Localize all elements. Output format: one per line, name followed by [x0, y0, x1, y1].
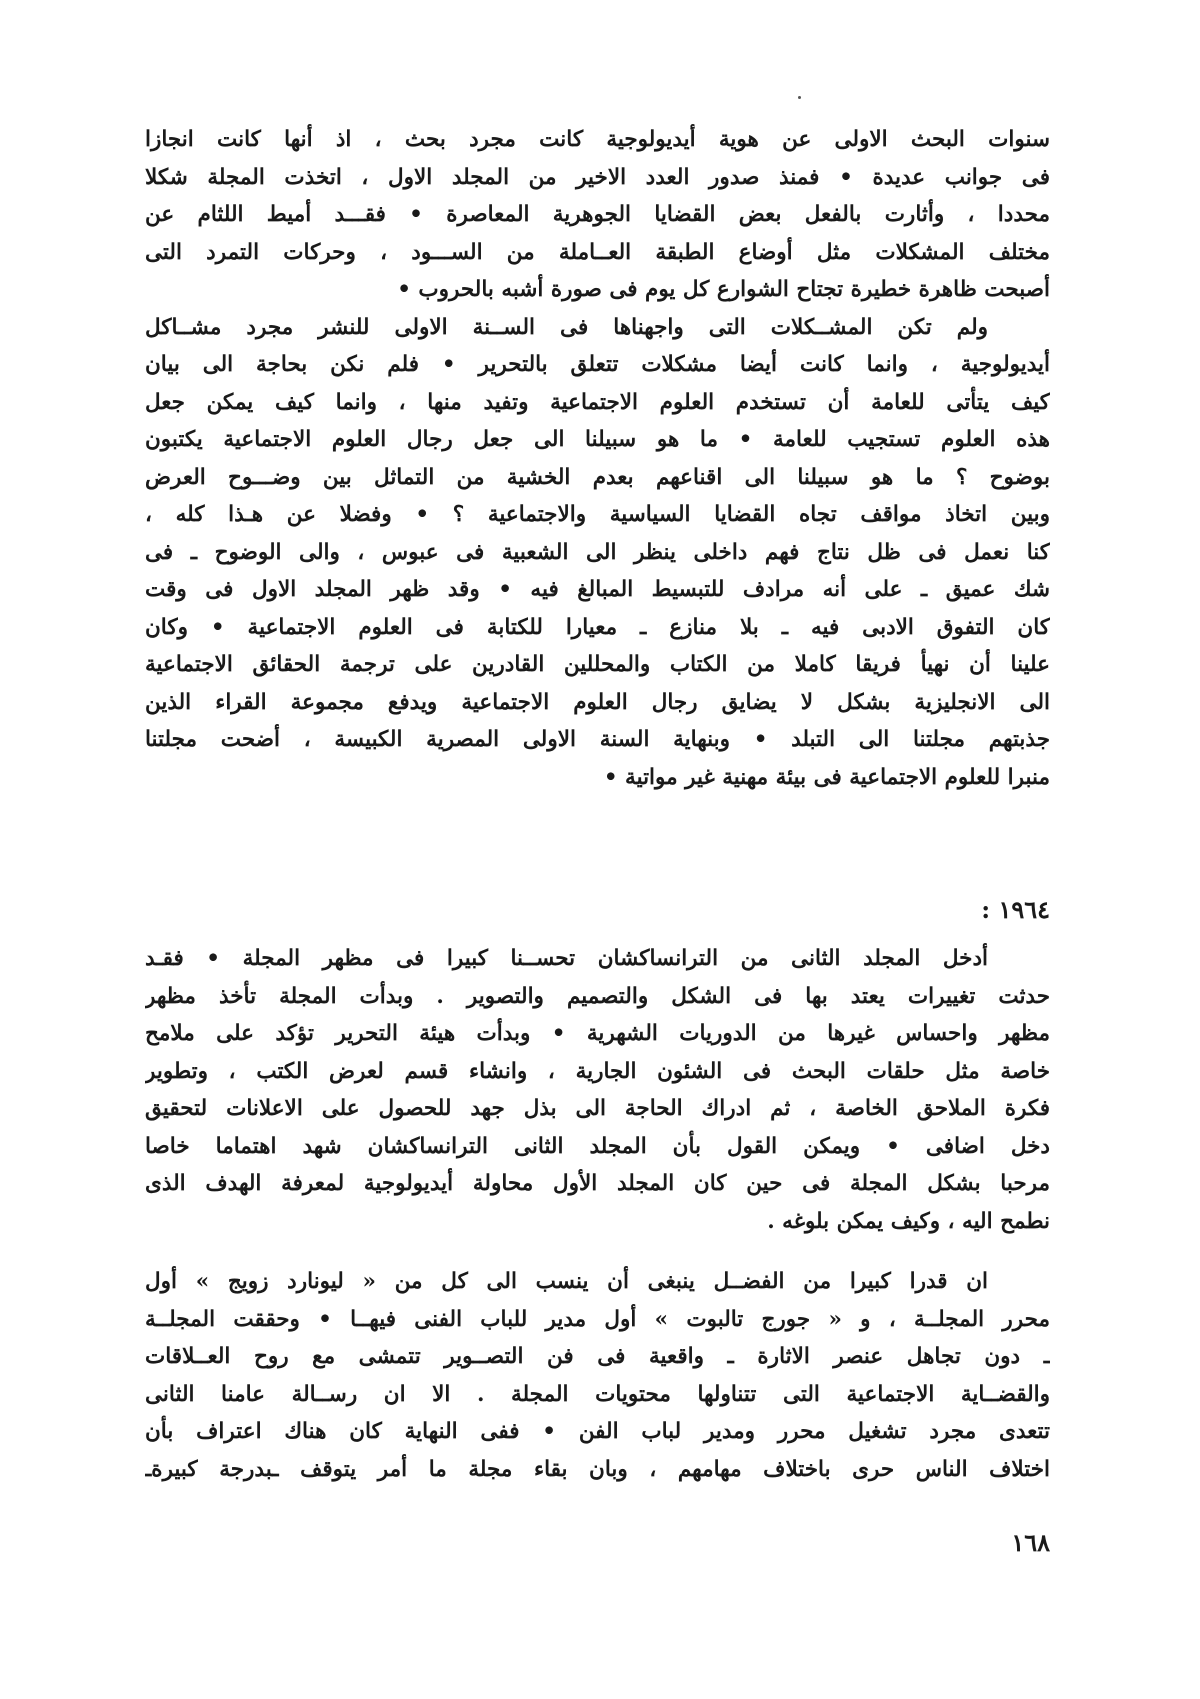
- text-line: أيديولوجية ، وانما كانت أيضا مشكلات تتعلق بالتحرير • فلم نكن بحاجة الى بيان: [145, 352, 1050, 377]
- text-line: مرحبا بشكل المجلة فى حين كان المجلد الأول محاولة أيديولوجية لمعرفة الهدف الذى: [145, 1171, 1050, 1196]
- text-line: هذه العلوم تستجيب للعامة • ما هو سبيلنا الى جعل رجال العلوم الاجتماعية يكتبون: [145, 427, 1050, 452]
- text-line: الى الانجليزية بشكل لا يضايق رجال العلوم الاجتماعية ويدفع مجموعة القراء الذين: [145, 689, 1050, 715]
- text-line: محددا ، وأثارت بالفعل بعض القضايا الجوهرية المعاصرة • فقـــد أميط اللثام عن: [145, 202, 1050, 227]
- section-1-text: [145, 121, 1050, 796]
- text-line: والقضــاية الاجتماعية التى تتناولها محتويات المجلة . الا ان رســالة عامنا الثانى: [145, 1381, 1050, 1407]
- section-heading: ١٩٦٤ :: [981, 895, 1050, 924]
- text-line: محرر المجلــة ، و « جورج تالبوت » أول مدير للباب الفنى فيهــا • وحققت المجلــة: [145, 1306, 1050, 1332]
- text-line: منبرا للعلوم الاجتماعية فى بيئة مهنية غير مواتية •: [603, 764, 1050, 790]
- text-line: شك عميق ـ على أنه مرادف للتبسيط المبالغ فيه • وقد ظهر المجلد الاول فى وقت: [145, 577, 1050, 602]
- text-line: جذبتهم مجلتنا الى التبلد • وبنهاية السنة الاولى المصرية الكبيسة ، أضحت مجلتنا: [145, 727, 1050, 752]
- text-line: بوضوح ؟ ما هو سبيلنا الى اقناعهم بعدم الخشية من التماثل بين وضـــوح العرض: [145, 464, 1050, 490]
- text-line: علينا أن نهيأ فريقا كاملا من الكتاب والمحللين القادرين على ترجمة الحقائق الاجتماعية: [145, 652, 1050, 677]
- text-line: ـ دون تجاهل عنصر الاثارة ـ واقعية فى فن التصــوير تتمشى مع روح العــلاقات: [145, 1344, 1050, 1369]
- text-line: كيف يتأتى للعامة أن تستخدم العلوم الاجتماعية وتفيد منها ، وانما كيف يمكن جعل: [145, 389, 1050, 415]
- text-line: أصبحت ظاهرة خطيرة تجتاح الشوارع كل يوم فى صورة أشبه بالحروب •: [397, 277, 1050, 302]
- text-line: فكرة الملاحق الخاصة ، ثم ادراك الحاجة الى بذل جهد للحصول على الاعلانات لتحقيق: [145, 1096, 1050, 1121]
- text-line: دخل اضافى • ويمكن القول بأن المجلد الثانى الترانساكشان شهد اهتماما خاصا: [145, 1133, 1050, 1159]
- text-line: كان التفوق الادبى فيه ـ بلا منازع ـ معيارا للكتابة فى العلوم الاجتماعية • وكان: [145, 614, 1050, 640]
- text-line: ولم تكن المشــكلات التى واجهناها فى الســنة الاولى للنشر مجرد مشــاكل: [145, 314, 988, 340]
- scan-dot: [798, 96, 801, 99]
- text-line: اختلاف الناس حرى باختلاف مهامهم ، وبان بقاء مجلة ما أمر يتوقف ـبدرجة كبيرةـ: [145, 1456, 1050, 1482]
- text-line: حدثت تغييرات يعتد بها فى الشكل والتصميم والتصوير . وبدأت المجلة تأخذ مظهر: [145, 983, 1050, 1009]
- text-line: ان قدرا كبيرا من الفضــل ينبغى أن ينسب الى كل من « ليونارد زويج » أول: [145, 1269, 988, 1294]
- section-2-paragraph-2: [145, 1263, 1050, 1488]
- text-line: نطمح اليه ، وكيف يمكن بلوغه .: [767, 1208, 1050, 1234]
- text-line: خاصة مثل حلقات البحث فى الشئون الجارية ، وانشاء قسم لعرض الكتب ، وتطوير: [145, 1058, 1050, 1084]
- text-line: سنوات البحث الاولى عن هوية أيديولوجية كانت مجرد بحث ، اذ أنها كانت انجازا: [145, 127, 1050, 152]
- text-line: أدخل المجلد الثانى من الترانساكشان تحســنا كبيرا فى مظهر المجلة • فقـد: [145, 946, 988, 971]
- section-2-text: [145, 940, 1050, 1240]
- text-line: تتعدى مجرد تشغيل محرر ومدير لباب الفن • ففى النهاية كان هناك اعتراف بأن: [145, 1419, 1050, 1444]
- text-line: مظهر واحساس غيرها من الدوريات الشهرية • وبدأت هيئة التحرير تؤكد على ملامح: [145, 1021, 1050, 1046]
- text-line: وبين اتخاذ مواقف تجاه القضايا السياسية والاجتماعية ؟ • وفضلا عن هـذا كله ،: [145, 502, 1050, 527]
- text-line: فى جوانب عديدة • فمنذ صدور العدد الاخير من المجلد الاول ، اتخذت المجلة شكلا: [145, 164, 1050, 190]
- text-line: كنا نعمل فى ظل نتاج فهم داخلى ينظر الى الشعبية فى عبوس ، والى الوضوح ـ فى: [145, 539, 1050, 565]
- page-number: ١٦٨: [1011, 1528, 1050, 1557]
- text-line: مختلف المشكلات مثل أوضاع الطبقة العــاملة من الســـود ، وحركات التمرد التى: [145, 239, 1050, 265]
